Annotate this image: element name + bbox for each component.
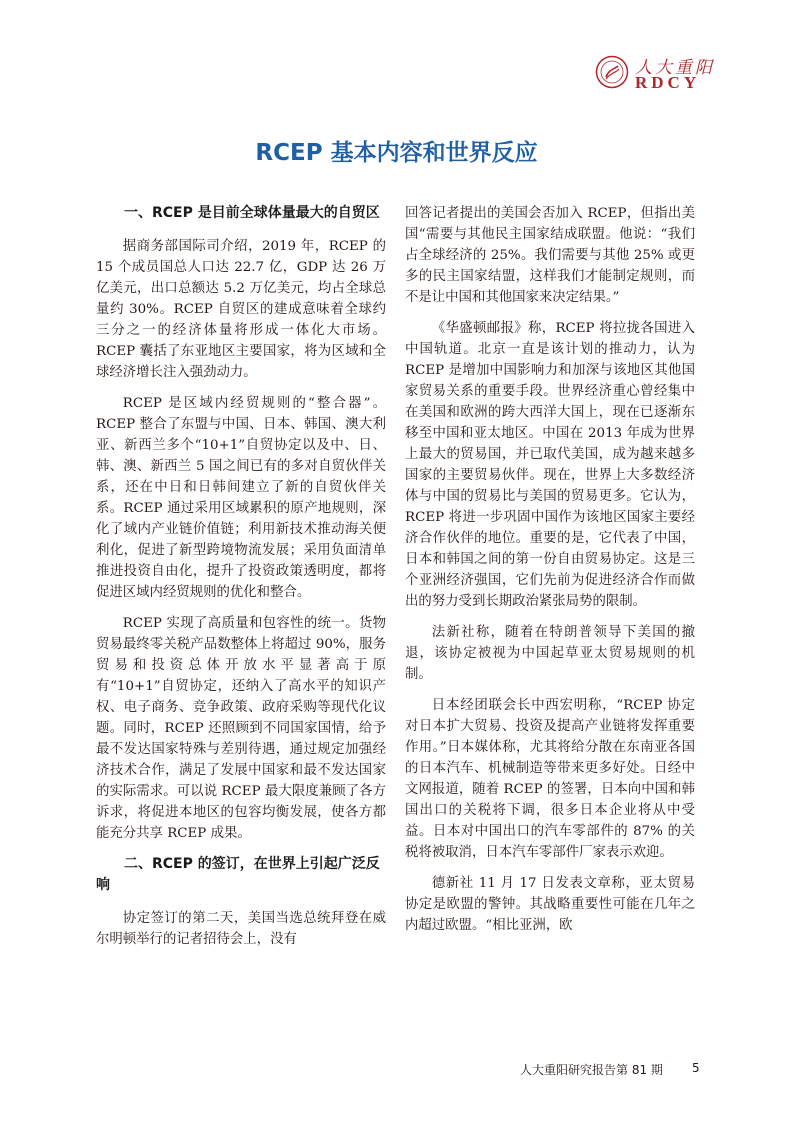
section-heading-1: 一、RCEP 是目前全球体量最大的自贸区 [124, 205, 380, 221]
section-heading-2: 二、RCEP 的签订，在世界上引起广泛反响 [96, 856, 380, 893]
paragraph: RCEP 是区域内经贸规则的“整合器”。RCEP 整合了东盟与中国、日本、韩国、澳大利亚、新西兰多个“10+1”自贸协定以及中、日、韩、澳、新西兰 5 国之间已有的多对自贸伙伴关系，还在中日和日韩间建立了新的自贸伙伴关系。RCEP 通过采用区域累积的原产地规则，深化了域内产业链价值链；利用新技术推动海关便利化，促进了新型跨境物流发展；采用负面清单推进投资自由化，提升了投资政策透明度，都将促进区域内经贸规则的优化和整合。 [96, 396, 386, 600]
paragraph: 《华盛顿邮报》称，RCEP 将拉拢各国进入中国轨道。北京一直是该计划的推动力，认为 RCEP 是增加中国影响力和加深与该地区其他国家贸易关系的重要手段。世界经济重心曾经集中在美国和欧洲的跨大西洋大国上，现在已逐渐东移至中国和亚太地区。中国在 2013 年成为世界上最大的贸易国，并已取代美国，成为越来越多国家的主要贸易伙伴。现在，世界上大多数经济体与中国的贸易比与美国的贸易更多。它认为，RCEP 将进一步巩固中国作为该地区国家主要经济合作伙伴的地位。重要的是，它代表了中国，日本和韩国之间的第一份自由贸易协定。这是三个亚洲经济强国，它们先前为促进经济合作而做出的努力受到长期政治紧张局势的限制。 [405, 321, 695, 609]
page-number: 5 [692, 1061, 700, 1075]
paragraph: 回答记者提出的美国会否加入 RCEP，但指出美国“需要与其他民主国家结成联盟。他说：“我们占全球经济的 25%。我们需要与其他 25% 或更多的民主国家结盟，这样我们才能制定规则，而不是让中国和其他国家来决定结果。” [405, 206, 695, 305]
seal-icon [595, 55, 629, 89]
rdcy-logo [595, 53, 767, 95]
paragraph: 据商务部国际司介绍，2019 年，RCEP 的 15 个成员国总人口达 22.7 亿，GDP 达 26 万亿美元，出口总额达 5.2 万亿美元，均占全球总量约 30%。RCEP 自贸区的建成意味着全球约三分之一的经济体量将形成一体化大市场。RCEP 囊括了东亚地区主要国家，将为区域和全球经济增长注入强劲动力。 [96, 239, 386, 380]
left-column [96, 203, 386, 960]
paragraph: RCEP 实现了高质量和包容性的统一。货物贸易最终零关税产品数整体上将超过 90%，服务贸易和投资总体开放水平显著高于原有“10+1”自贸协定，还纳入了高水平的知识产权、电子商务、竞争政策、政府采购等现代化议题。同时，RCEP 还照顾到不同国家国情，给予最不发达国家特殊与差别待遇，通过规定加强经济技术合作，满足了发展中国家和最不发达国家的实际需求。可以说 RCEP 最大限度兼顾了各方诉求，将促进本地区的包容均衡发展，使各方都能充分共享 RCEP 成果。 [96, 616, 386, 841]
paragraph: 协定签订的第二天，美国当选总统拜登在威尔明顿举行的记者招待会上，没有 [96, 911, 386, 947]
right-column [405, 203, 695, 946]
logo-english-text: RDCY [635, 73, 701, 92]
page-title: RCEP 基本内容和世界反应 [255, 140, 538, 166]
logo-chinese-text: 人大重阳 [635, 58, 715, 78]
paragraph: 法新社称，随着在特朗普领导下美国的撤退，该协定被视为中国起草亚太贸易规则的机制。 [405, 625, 695, 682]
paragraph: 德新社 11 月 17 日发表文章称，亚太贸易协定是欧盟的警钟。其战略重要性可能在几年之内超过欧盟。“相比亚洲，欧 [405, 876, 695, 933]
paragraph: 日本经团联会长中西宏明称，“RCEP 协定对日本扩大贸易、投资及提高产业链将发挥重要作用。”日本媒体称，尤其将给分散在东南亚各国的日本汽车、机械制造等带来更多好处。日经中文网报道，随着 RCEP 的签署，日本向中国和韩国出口的关税将下调，很多日本企业将从中受益。日本对中国出口的汽车零部件的 87% 的关税将被取消，日本汽车零部件厂家表示欢迎。 [405, 698, 695, 860]
footer-report-title: 人大重阳研究报告第 81 期 [520, 1063, 663, 1077]
